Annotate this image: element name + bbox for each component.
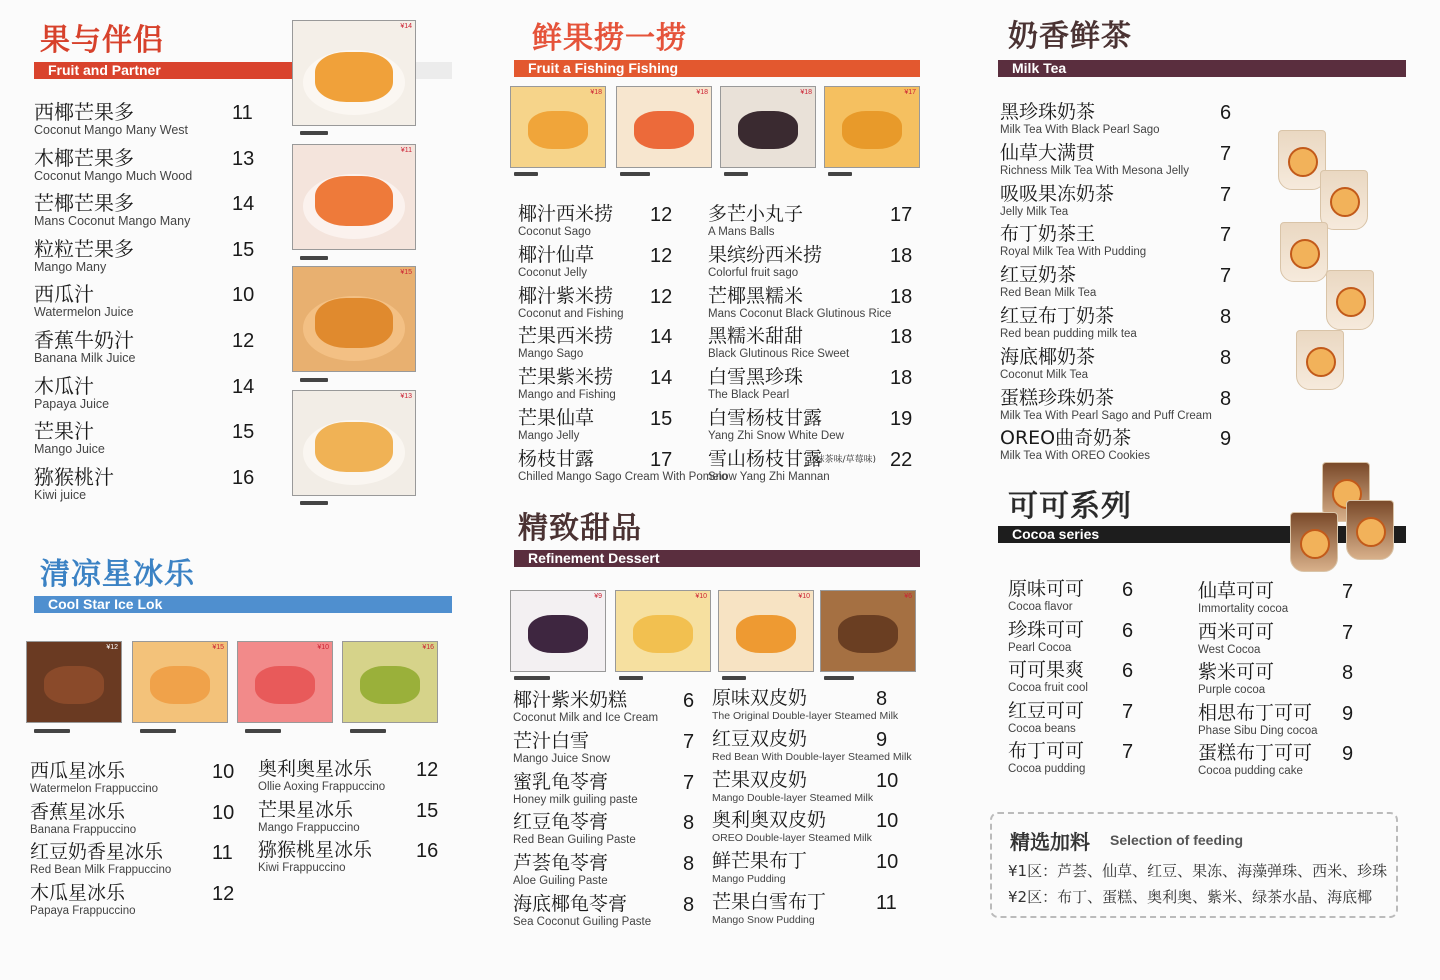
item-name-cn: 芒椰芒果多 [34,191,134,216]
price-tag: ¥10 [695,593,707,600]
price-tag: ¥12 [106,644,118,651]
item-price: 16 [416,840,439,863]
item-name-cn: 蜜乳龟苓膏 [513,770,609,793]
cocoa-cup-image [1290,512,1338,572]
dessert-photo-3 [718,590,814,672]
photo-caption [350,729,386,733]
feeding-subtitle: Selection of feeding [1110,832,1244,848]
item-price: 15 [416,799,439,822]
item-price: 6 [683,690,695,712]
item-price: 12 [416,759,439,781]
item-price: 17 [890,204,913,226]
item-name-en: Mango Sago [518,348,584,361]
item-name-en: Mans Coconut Black Glutinous Rice [708,307,892,320]
item-price: 11 [212,842,233,865]
item-name-en: Papaya Frappuccino [30,904,136,917]
fishing-photo-3 [720,86,816,168]
item-price: 7 [1220,265,1232,288]
item-price: 6 [1122,579,1134,601]
feeding-title: 精选加料 [1010,830,1090,854]
item-name-cn: 猕猴桃汁 [34,464,114,489]
item-price: 19 [890,408,913,430]
item-price: 17 [650,448,673,471]
item-name-en: Milk Tea With Pearl Sago and Puff Cream [1000,409,1212,422]
item-name-cn: 相思布丁可可 [1198,701,1313,724]
item-name-cn: 紫米可可 [1198,661,1275,684]
price-tag: ¥18 [800,89,812,96]
item-name-en: Coconut Mango Many West [34,123,189,137]
item-name-cn: 芒果星冰乐 [258,798,354,821]
item-name-cn: 芒果西米捞 [518,325,614,348]
photo-caption [140,729,176,733]
item-name-en: Snow Yang Zhi Mannan [708,470,830,483]
item-name-en: Milk Tea With OREO Cookies [1000,450,1150,463]
fruit-partner-title: 果与伴侣 [40,23,164,58]
dessert-title: 精致甜品 [518,511,642,546]
item-price: 18 [890,367,913,390]
item-name-cn: 白雪黑珍珠 [708,366,804,389]
item-name-cn: 白雪杨枝甘露 [708,407,823,429]
item-name-cn: 香蕉牛奶汁 [34,328,134,352]
item-name-cn: 奥利奥星冰乐 [258,758,373,780]
item-name-cn: 粒粒芒果多 [34,236,134,261]
price-tag: ¥10 [798,593,810,600]
item-name-cn: 布丁奶茶王 [1000,223,1096,246]
fishing-photo-1 [510,86,606,168]
item-price: 12 [232,330,255,352]
photo-caption [300,256,328,260]
item-price: 10 [212,801,235,824]
item-name-en: Yang Zhi Snow White Dew [708,430,844,442]
price-tag: ¥14 [400,23,412,30]
item-name-cn: 红豆奶茶 [1000,264,1077,287]
item-name-cn: 珍珠可可 [1008,618,1085,641]
price-tag: ¥15 [400,269,412,276]
item-name-en: Colorful fruit sago [708,266,799,279]
item-name-en: Red Bean Milk Frappuccino [30,864,172,877]
ice-title: 清凉星冰乐 [40,557,195,592]
item-name-cn: 西瓜星冰乐 [30,760,126,782]
item-name-en: Cocoa flavor [1008,601,1073,613]
item-name-en: Honey milk guiling paste [513,793,638,806]
item-name-en: Mango and Fishing [518,389,616,402]
item-price: 10 [212,761,235,783]
fruit-partner-subtitle: Fruit and Partner [34,62,292,79]
fishing-subtitle: Fruit a Fishing Fishing [514,60,920,77]
item-price: 12 [650,204,673,226]
item-name-en: Royal Milk Tea With Pudding [1000,246,1147,259]
item-name-cn: OREO曲奇奶茶 [1000,427,1132,450]
cocoa-title: 可可系列 [1008,489,1132,524]
item-name-cn: 多芒小丸子 [708,203,804,225]
item-name-en: Cocoa fruit cool [1008,682,1088,695]
item-name-en: West Cocoa [1198,643,1261,656]
item-price: 14 [232,375,255,398]
price-tag: ¥10 [317,644,329,651]
price-tag: ¥16 [422,644,434,651]
item-price: 8 [1220,387,1232,410]
milk-tea-title: 奶香鲜茶 [1008,19,1132,54]
item-name-en: Purple cocoa [1198,684,1266,697]
item-price: 6 [1122,660,1134,683]
item-name-en: Black Glutinous Rice Sweet [708,348,850,361]
item-price: 7 [1220,224,1232,247]
dessert-photo-2 [615,590,711,672]
item-name-en: Watermelon Juice [34,305,134,320]
ice-subtitle: Cool Star Ice Lok [34,596,452,613]
item-name-cn: 西椰芒果多 [34,100,134,124]
item-price: 8 [876,688,888,710]
photo-caption [824,676,854,680]
item-price: 14 [650,367,673,390]
item-name-en: Mango Juice [34,442,105,457]
item-name-cn: 椰汁西米捞 [518,203,614,225]
item-name-en: Papaya Juice [34,396,110,411]
item-name-en: The Original Double-layer Steamed Milk [712,710,899,722]
item-name-en: Cocoa beans [1008,722,1076,735]
price-tag: ¥6 [904,593,912,600]
item-price: 7 [1220,183,1232,206]
feeding-line-2: ¥2区：布丁、蛋糕、奥利奥、紫米、绿茶水晶、海底椰 [1008,888,1373,906]
item-name-en: A Mans Balls [708,226,775,238]
item-name-cn: 蛋糕布丁可可 [1198,742,1313,765]
item-price: 7 [1342,621,1354,644]
item-name-cn: 芒汁白雪 [513,729,590,752]
item-price: 15 [650,408,673,430]
item-name-cn: 果缤纷西米捞 [708,243,823,266]
item-price: 12 [212,882,235,905]
milk-tea-subtitle: Milk Tea [998,60,1406,77]
item-price: 14 [232,193,255,216]
photo-caption [300,131,328,135]
price-tag: ¥18 [590,89,602,96]
item-price: 11 [232,102,253,124]
item-price: 8 [1220,306,1232,328]
item-price: 8 [1220,346,1232,369]
item-name-en: Mans Coconut Mango Many [34,214,191,229]
item-name-cn: 仙草大满贯 [1000,141,1096,164]
item-name-cn: 木瓜汁 [34,373,94,398]
item-price: 15 [232,421,255,444]
item-name-cn: 海底椰龟苓膏 [513,893,628,915]
photo-caption [300,378,328,382]
dessert-photo-1 [510,590,606,672]
item-price: 10 [876,810,899,833]
cocoa-subtitle: Cocoa series [998,526,1406,543]
item-name-en: Coconut Jelly [518,266,588,279]
item-name-cn: 芒果仙草 [518,407,595,429]
item-price: 10 [876,769,899,792]
ice-photo-2 [132,641,228,723]
item-name-cn: 芒果双皮奶 [712,768,808,791]
item-name-cn: 椰汁紫米奶糕 [513,689,628,711]
item-name-cn: 黑糯米甜甜 [708,325,804,348]
item-name-cn: 红豆可可 [1008,699,1085,722]
item-name-note: (抹茶味/草莓味) [812,454,877,465]
item-name-en: Mango Frappuccino [258,821,360,834]
fruit-photo-4 [292,390,416,496]
item-name-cn: 椰汁紫米捞 [518,284,614,307]
item-name-cn: 芒椰黑糯米 [708,284,804,307]
item-name-en: Jelly Milk Tea [1000,205,1069,218]
item-price: 6 [1122,619,1134,642]
photo-caption [828,172,852,176]
item-name-en: Ollie Aoxing Frappuccino [258,781,386,793]
item-name-cn: 海底椰奶茶 [1000,345,1096,368]
item-name-en: Kiwi juice [34,487,87,502]
price-tag: ¥15 [212,644,224,651]
item-name-cn: 红豆双皮奶 [712,727,808,750]
item-price: 11 [876,892,897,914]
price-tag: ¥18 [696,89,708,96]
photo-caption [34,729,70,733]
item-name-en: Coconut Mango Much Wood [34,168,193,183]
item-price: 7 [1220,142,1232,165]
item-name-cn: 芒果紫米捞 [518,366,614,389]
fruit-photo-1 [292,20,416,126]
item-name-en: Mango Pudding [712,873,786,886]
milk-tea-cup-image [1296,330,1344,390]
fishing-photo-4 [824,86,920,168]
item-name-cn: 雪山杨枝甘露 [708,447,823,470]
item-price: 15 [232,238,255,261]
ice-photo-1 [26,641,122,723]
item-name-en: Cocoa pudding [1008,763,1086,776]
item-name-en: Banana Milk Juice [34,351,136,365]
item-name-en: Coconut Sago [518,226,591,238]
milk-tea-cup-image [1326,270,1374,330]
price-tag: ¥9 [594,593,602,600]
dessert-subtitle: Refinement Dessert [514,550,920,567]
item-name-en: Red Bean Guiling Paste [513,834,636,847]
item-name-cn: 木椰芒果多 [34,145,134,170]
item-name-cn: 椰汁仙草 [518,243,595,266]
item-price: 8 [683,853,695,876]
item-name-en: Phase Sibu Ding cocoa [1198,724,1318,737]
milk-tea-cup-image [1320,170,1368,230]
item-name-en: Mango Double-layer Steamed Milk [712,791,874,804]
item-price: 9 [1342,702,1354,725]
milk-tea-cup-image [1278,130,1326,190]
item-name-cn: 西瓜汁 [34,282,94,307]
item-name-cn: 奥利奥双皮奶 [712,809,827,832]
price-tag: ¥11 [400,147,412,154]
item-price: 7 [1122,700,1134,723]
item-price: 16 [232,466,255,489]
price-tag: ¥17 [904,89,916,96]
item-name-cn: 可可果爽 [1008,659,1085,682]
item-price: 13 [232,147,255,170]
item-name-cn: 芦荟龟苓膏 [513,852,609,875]
item-name-cn: 西米可可 [1198,620,1275,643]
feeding-line-1: ¥1区：芦荟、仙草、红豆、果冻、海藻弹珠、西米、珍珠 [1008,862,1388,880]
item-price: 22 [890,448,913,471]
item-name-cn: 芒果白雪布丁 [712,891,827,913]
item-price: 7 [683,771,695,794]
item-name-cn: 猕猴桃星冰乐 [258,839,373,862]
item-name-en: Aloe Guiling Paste [513,875,608,888]
ice-photo-3 [237,641,333,723]
cocoa-cup-image [1346,500,1394,560]
item-name-cn: 红豆奶香星冰乐 [30,841,164,864]
item-price: 10 [232,284,255,307]
item-price: 18 [890,244,913,267]
item-name-cn: 仙草可可 [1198,580,1275,602]
item-name-cn: 蛋糕珍珠奶茶 [1000,386,1115,409]
item-price: 7 [1122,741,1134,764]
item-name-cn: 香蕉星冰乐 [30,800,126,823]
fruit-photo-3 [292,266,416,372]
item-name-en: Mango Many [34,259,107,274]
milk-tea-cup-image [1280,222,1328,282]
item-name-cn: 芒果汁 [34,419,94,444]
item-name-en: Coconut Milk Tea [1000,368,1088,381]
item-name-en: Chilled Mango Sago Cream With Pomelo [518,470,728,483]
item-price: 9 [1220,428,1232,451]
item-name-en: Mango Jelly [518,430,580,442]
item-name-cn: 鲜芒果布丁 [712,850,808,873]
item-price: 12 [650,244,673,267]
photo-caption [619,676,643,680]
item-name-en: The Black Pearl [708,389,790,402]
item-price: 7 [1342,581,1354,603]
item-price: 10 [876,851,899,874]
item-name-en: Watermelon Frappuccino [30,783,159,795]
item-price: 18 [890,326,913,349]
photo-caption [722,676,746,680]
item-name-en: Richness Milk Tea With Mesona Jelly [1000,164,1189,177]
item-name-en: Kiwi Frappuccino [258,862,346,875]
ice-photo-4 [342,641,438,723]
item-price: 18 [890,285,913,308]
item-price: 9 [1342,743,1354,766]
item-price: 8 [683,894,695,916]
fishing-title: 鲜果捞一捞 [532,21,687,56]
item-name-cn: 木瓜星冰乐 [30,881,126,904]
dessert-photo-4 [820,590,916,672]
item-name-en: Cocoa pudding cake [1198,765,1303,778]
price-tag: ¥13 [400,393,412,400]
photo-caption [724,172,748,176]
item-name-cn: 吸吸果冻奶茶 [1000,182,1115,205]
photo-caption [620,172,650,176]
fruit-photo-2 [292,144,416,250]
item-price: 8 [683,812,695,835]
fishing-photo-2 [616,86,712,168]
item-name-cn: 黑珍珠奶茶 [1000,101,1096,123]
item-name-en: Milk Tea With Black Pearl Sago [1000,124,1160,136]
item-name-en: Mango Snow Pudding [712,914,815,926]
item-name-en: Pearl Cocoa [1008,641,1072,654]
photo-caption [300,501,328,505]
item-price: 14 [650,326,673,349]
item-price: 7 [683,730,695,753]
item-name-cn: 布丁可可 [1008,740,1085,763]
item-price: 8 [1342,662,1354,685]
item-name-en: Red Bean Milk Tea [1000,287,1097,300]
photo-caption [514,676,550,680]
item-name-cn: 红豆龟苓膏 [513,811,609,834]
item-name-en: OREO Double-layer Steamed Milk [712,832,872,845]
item-name-cn: 原味可可 [1008,578,1085,600]
item-name-en: Sea Coconut Guiling Paste [513,916,652,928]
item-name-en: Red bean pudding milk tea [1000,328,1137,340]
item-name-en: Immortality cocoa [1198,603,1289,615]
item-price: 12 [650,285,673,308]
item-price: 9 [876,728,888,751]
item-name-cn: 红豆布丁奶茶 [1000,305,1115,327]
item-name-en: Banana Frappuccino [30,823,137,836]
item-name-cn: 杨枝甘露 [518,447,595,470]
photo-caption [245,729,281,733]
item-name-en: Red Bean With Double-layer Steamed Milk [712,750,912,763]
photo-caption [514,172,538,176]
item-name-en: Coconut and Fishing [518,307,624,320]
item-name-cn: 原味双皮奶 [712,687,808,709]
item-name-en: Mango Juice Snow [513,752,611,765]
item-name-en: Coconut Milk and Ice Cream [513,712,659,724]
item-price: 6 [1220,102,1232,124]
